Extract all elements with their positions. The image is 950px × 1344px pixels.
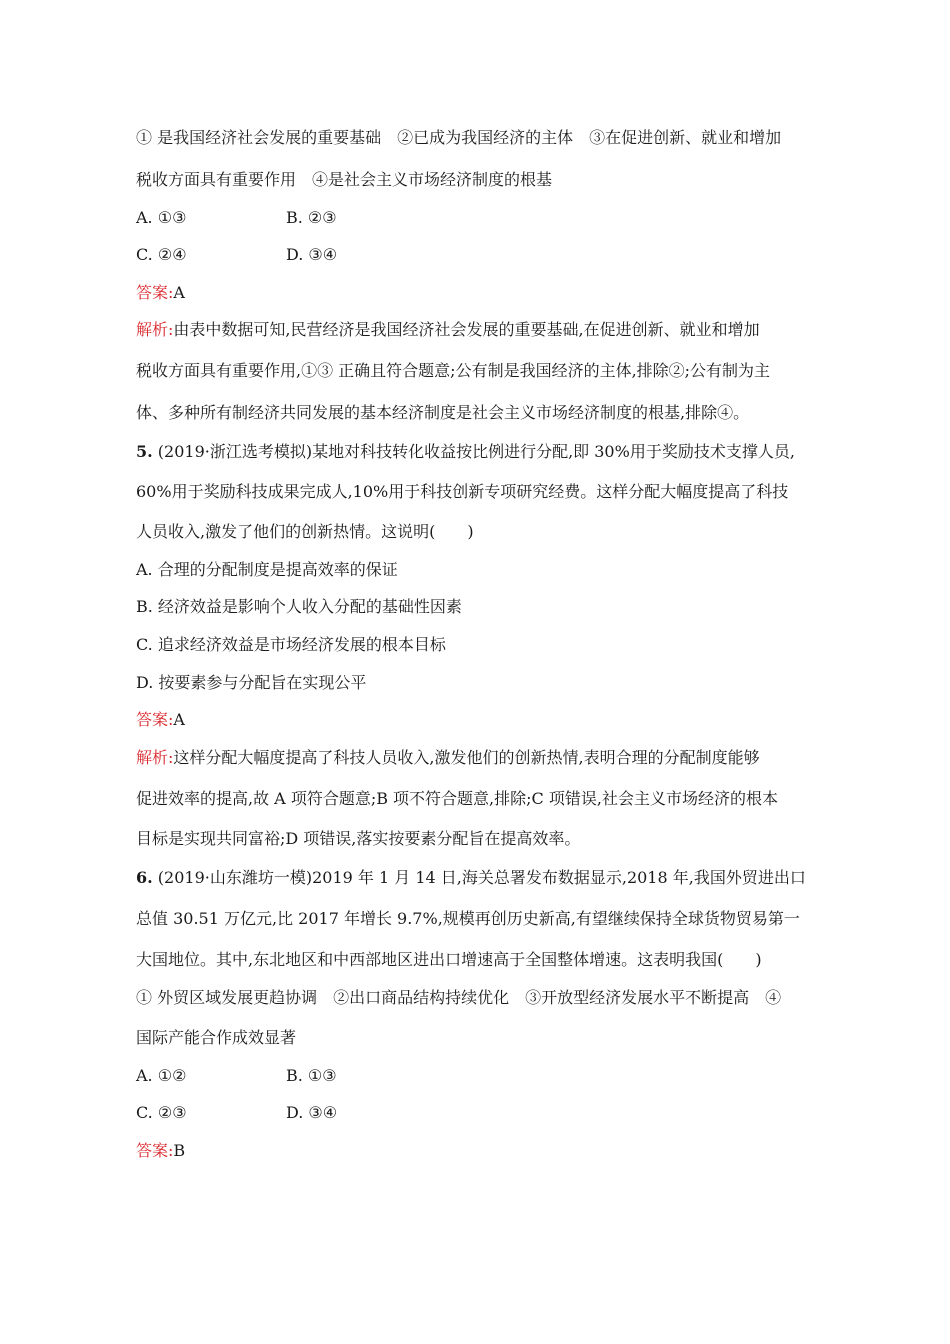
q4-stem-line: ① 是我国经济社会发展的重要基础 ②已成为我国经济的主体 ③在促进创新、就业和增加 — [136, 128, 782, 147]
q5-answer — [136, 710, 185, 730]
q6-stem-line: 大国地位。其中,东北地区和中西部地区进出口增速高于全国整体增速。这表明我国( ) — [136, 950, 762, 969]
q5-analysis-line — [136, 748, 760, 768]
q4-answer — [136, 283, 185, 303]
q4-analysis-line — [136, 320, 760, 340]
analysis-text: 这样分配大幅度提高了科技人员收入,激发他们的创新热情,表明合理的分配制度能够 — [173, 748, 760, 767]
q5-analysis-line: 促进效率的提高,故 A 项符合题意;B 项不符合题意,排除;C 项错误,社会主义市场经济的根本 — [136, 789, 778, 808]
answer-value: B — [173, 1141, 186, 1160]
q6-stem-text: (2019·山东潍坊一模)2019 年 1 月 14 日,海关总署发布数据显示,2018 年,我国外贸进出口 — [152, 868, 806, 887]
q5-analysis-line: 目标是实现共同富裕;D 项错误,落实按要素分配旨在提高效率。 — [136, 829, 581, 848]
answer-label: 答案: — [136, 283, 174, 302]
q5-option-b: B. 经济效益是影响个人收入分配的基础性因素 — [136, 597, 462, 616]
question-number: 5. — [136, 442, 153, 461]
q4-stem-line: 税收方面具有重要作用 ④是社会主义市场经济制度的根基 — [136, 170, 553, 189]
analysis-label: 解析: — [136, 320, 174, 339]
analysis-label: 解析: — [136, 748, 174, 767]
question-number: 6. — [136, 868, 153, 887]
answer-value: A — [173, 283, 185, 302]
q4-analysis-line: 税收方面具有重要作用,①③ 正确且符合题意;公有制是我国经济的主体,排除②;公有制为主 — [136, 361, 771, 380]
q6-stem-line: 总值 30.51 万亿元,比 2017 年增长 9.7%,规模再创历史新高,有望继续保持全球货物贸易第一 — [136, 909, 800, 928]
q4-option-c: C. ②④ — [136, 245, 187, 264]
answer-value: A — [173, 710, 185, 729]
answer-label: 答案: — [136, 710, 174, 729]
q6-stem-line: 国际产能合作成效显著 — [136, 1028, 297, 1047]
q4-option-a: A. ①③ — [136, 208, 187, 227]
q4-analysis-line: 体、多种所有制经济共同发展的基本经济制度是社会主义市场经济制度的根基,排除④。 — [136, 403, 750, 422]
q4-option-b: B. ②③ — [286, 208, 337, 227]
q5-option-a: A. 合理的分配制度是提高效率的保证 — [136, 560, 398, 579]
q4-option-d: D. ③④ — [286, 245, 338, 264]
q6-stem-line — [136, 868, 806, 888]
analysis-text: 由表中数据可知,民营经济是我国经济社会发展的重要基础,在促进创新、就业和增加 — [173, 320, 760, 339]
answer-label: 答案: — [136, 1141, 174, 1160]
q5-option-d: D. 按要素参与分配旨在实现公平 — [136, 673, 367, 692]
q5-stem-line — [136, 442, 795, 462]
q5-stem-line: 人员收入,激发了他们的创新热情。这说明( ) — [136, 522, 474, 541]
q6-stem-line: ① 外贸区域发展更趋协调 ②出口商品结构持续优化 ③开放型经济发展水平不断提高 ④ — [136, 988, 782, 1007]
q6-option-c: C. ②③ — [136, 1103, 187, 1122]
q6-option-b: B. ①③ — [286, 1066, 337, 1085]
q5-option-c: C. 追求经济效益是市场经济发展的根本目标 — [136, 635, 446, 654]
q6-answer — [136, 1141, 185, 1161]
q6-option-d: D. ③④ — [286, 1103, 338, 1122]
q6-option-a: A. ①② — [136, 1066, 187, 1085]
q5-stem-line: 60%用于奖励科技成果完成人,10%用于科技创新专项研究经费。这样分配大幅度提高了科技 — [136, 482, 789, 501]
q5-stem-text: (2019·浙江选考模拟)某地对科技转化收益按比例进行分配,即 30%用于奖励技术支撑人员, — [152, 442, 795, 461]
